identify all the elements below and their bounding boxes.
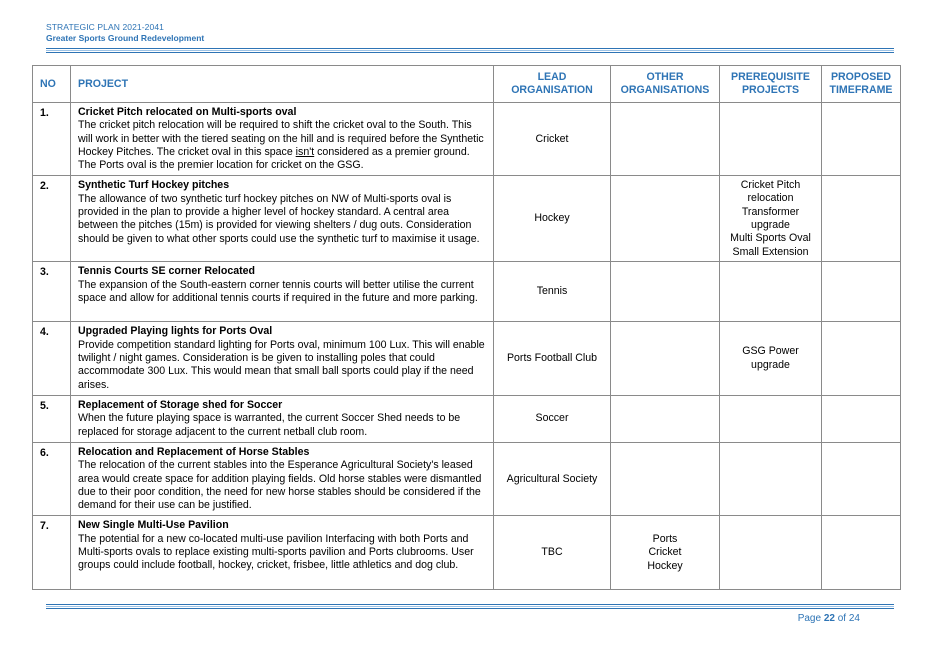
column-header-prereq bbox=[720, 66, 822, 103]
projects-table bbox=[32, 65, 901, 590]
project-description-text: The potential for a new co-located multi-use pavilion Interfacing with both Ports and Multi-sports ovals to replace existing multi-sports pavilion and Ports clubrooms. User groups could include football, hockey, cricket, frisbee, little athletics and dog club. bbox=[78, 532, 474, 572]
proposed-timeframe bbox=[822, 442, 901, 515]
project-description bbox=[78, 339, 486, 392]
lead-organisation: Hockey bbox=[494, 176, 611, 262]
other-organisation: Cricket bbox=[648, 546, 682, 559]
table-row bbox=[33, 395, 901, 442]
prerequisite-projects bbox=[720, 262, 822, 322]
document-subtitle: Greater Sports Ground Redevelopment bbox=[46, 33, 205, 43]
proposed-timeframe bbox=[822, 395, 901, 442]
project-description-text: The cricket pitch relocation will be required to shift the cricket oval to the South. This will work in better with the tiered seating on the hill and is required before the Synthetic Hockey Pitches. The cricket oval in this space bbox=[78, 119, 484, 158]
page-number bbox=[798, 613, 860, 624]
row-number: 1. bbox=[33, 103, 71, 176]
project-description bbox=[78, 279, 486, 306]
footer-divider bbox=[46, 604, 894, 609]
column-header-other-line2: ORGANISATIONS bbox=[620, 84, 710, 96]
proposed-timeframe bbox=[822, 262, 901, 322]
column-header-prereq-line1: PREREQUISITE bbox=[731, 71, 810, 83]
other-organisations bbox=[611, 395, 720, 442]
other-organisation: Hockey bbox=[647, 559, 683, 572]
page-current: 22 bbox=[823, 613, 835, 624]
column-header-timeframe-line1: PROPOSED bbox=[830, 71, 892, 83]
project-description-text: When the future playing space is warranted, the current Soccer Shed needs to be replaced for storage adjacent to the current netball club room. bbox=[78, 412, 461, 438]
prerequisite-projects bbox=[720, 395, 822, 442]
prerequisite-line: upgrade bbox=[751, 218, 790, 231]
lead-organisation: Cricket bbox=[494, 103, 611, 176]
other-organisations bbox=[611, 442, 720, 515]
prerequisite-line: Cricket Pitch bbox=[740, 179, 801, 192]
project-title: Synthetic Turf Hockey pitches bbox=[78, 179, 230, 192]
page-label: Page bbox=[797, 613, 822, 624]
table-row bbox=[33, 262, 901, 322]
other-organisations bbox=[611, 516, 720, 590]
project-title: Tennis Courts SE corner Relocated bbox=[78, 265, 255, 278]
prerequisite-projects bbox=[720, 516, 822, 590]
page-total: 24 bbox=[848, 613, 860, 624]
prerequisite-line: Transformer bbox=[741, 205, 800, 218]
project-description bbox=[78, 459, 486, 512]
prerequisite-line: GSG Power bbox=[742, 345, 799, 358]
project-description-text: The allowance of two synthetic turf hockey pitches on NW of Multi-sports oval is provided in the plan to provide a higher level of hockey standard. A central area between the pitches (15m) is provided for viewing shelters / dug outs. Consideration should be given to what other sports could use the synthetic turf to maximise it usage. bbox=[78, 192, 480, 245]
project-cell bbox=[71, 516, 494, 590]
table-row bbox=[33, 103, 901, 176]
project-description bbox=[78, 193, 486, 246]
project-cell bbox=[71, 176, 494, 262]
header-divider bbox=[46, 48, 894, 53]
column-header-lead-line2: ORGANISATION bbox=[511, 84, 593, 96]
prerequisite-projects bbox=[720, 442, 822, 515]
lead-organisation: Soccer bbox=[494, 395, 611, 442]
project-description-text: Provide competition standard lighting for Ports oval, minimum 100 Lux. This will enable twilight / night games. Consideration is be given to installing poles that could accommodate 300 Lux. This would mean that small ball sports could play if the need arises. bbox=[78, 338, 485, 391]
column-header-other-line1: OTHER bbox=[646, 71, 684, 83]
table-row bbox=[33, 516, 901, 590]
other-organisation: Ports bbox=[652, 533, 678, 545]
project-description-text: The relocation of the current stables into the Esperance Agricultural Society's leased area would create space for addition playing fields. Old horse stables were dismantled due to their poor condition, the need for new horse stables should be considered if the demand for their use can be justified. bbox=[78, 459, 482, 512]
project-title: Upgraded Playing lights for Ports Oval bbox=[78, 325, 273, 338]
project-cell bbox=[71, 262, 494, 322]
table-row bbox=[33, 176, 901, 262]
prerequisite-line: Small Extension bbox=[732, 245, 809, 258]
project-description bbox=[78, 533, 486, 573]
prerequisite-line: Multi Sports Oval bbox=[730, 232, 811, 245]
row-number: 5. bbox=[33, 395, 71, 442]
column-header-other bbox=[611, 66, 720, 103]
column-header-lead bbox=[494, 66, 611, 103]
project-description bbox=[78, 412, 486, 439]
prerequisite-projects bbox=[720, 322, 822, 395]
row-number: 4. bbox=[33, 322, 71, 395]
prerequisite-projects bbox=[720, 176, 822, 262]
row-number: 3. bbox=[33, 262, 71, 322]
project-cell bbox=[71, 322, 494, 395]
project-cell bbox=[71, 395, 494, 442]
row-number: 7. bbox=[33, 516, 71, 590]
document-title: STRATEGIC PLAN 2021-2041 bbox=[46, 22, 164, 32]
column-header-no: NO bbox=[33, 66, 71, 103]
proposed-timeframe bbox=[822, 322, 901, 395]
lead-organisation: Ports Football Club bbox=[494, 322, 611, 395]
column-header-lead-line1: LEAD bbox=[537, 71, 567, 83]
row-number: 6. bbox=[33, 442, 71, 515]
page-of: of bbox=[837, 613, 847, 624]
lead-organisation: Agricultural Society bbox=[494, 442, 611, 515]
table-header-row bbox=[33, 66, 901, 103]
project-description-underlined: isn't bbox=[295, 145, 315, 158]
prerequisite-line: upgrade bbox=[751, 358, 790, 371]
prerequisite-line: relocation bbox=[747, 192, 794, 205]
column-header-project: PROJECT bbox=[71, 66, 494, 103]
project-cell bbox=[71, 103, 494, 176]
prerequisite-projects bbox=[720, 103, 822, 176]
lead-organisation: TBC bbox=[494, 516, 611, 590]
project-title: Replacement of Storage shed for Soccer bbox=[78, 398, 283, 411]
table-row bbox=[33, 442, 901, 515]
column-header-prereq-line2: PROJECTS bbox=[741, 84, 800, 96]
column-header-timeframe-line2: TIMEFRAME bbox=[829, 84, 893, 96]
proposed-timeframe bbox=[822, 103, 901, 176]
column-header-timeframe bbox=[822, 66, 901, 103]
other-organisations bbox=[611, 262, 720, 322]
project-title: New Single Multi-Use Pavilion bbox=[78, 519, 229, 532]
other-organisations bbox=[611, 103, 720, 176]
row-number: 2. bbox=[33, 176, 71, 262]
other-organisations bbox=[611, 176, 720, 262]
project-description-text-cont: considered as a premier ground. The Ports oval is the premier location for cricket on the GSG. bbox=[78, 145, 470, 172]
lead-organisation: Tennis bbox=[494, 262, 611, 322]
proposed-timeframe bbox=[822, 516, 901, 590]
project-description-text: The expansion of the South-eastern corner tennis courts will better utilise the current space and allow for additional tennis courts if required in the future and more parking. bbox=[78, 278, 478, 305]
other-organisations bbox=[611, 322, 720, 395]
table-row bbox=[33, 322, 901, 395]
project-description bbox=[78, 119, 486, 172]
project-title: Relocation and Replacement of Horse Stables bbox=[78, 445, 310, 458]
proposed-timeframe bbox=[822, 176, 901, 262]
page-header bbox=[46, 22, 204, 44]
project-cell bbox=[71, 442, 494, 515]
project-title: Cricket Pitch relocated on Multi-sports oval bbox=[78, 106, 297, 118]
